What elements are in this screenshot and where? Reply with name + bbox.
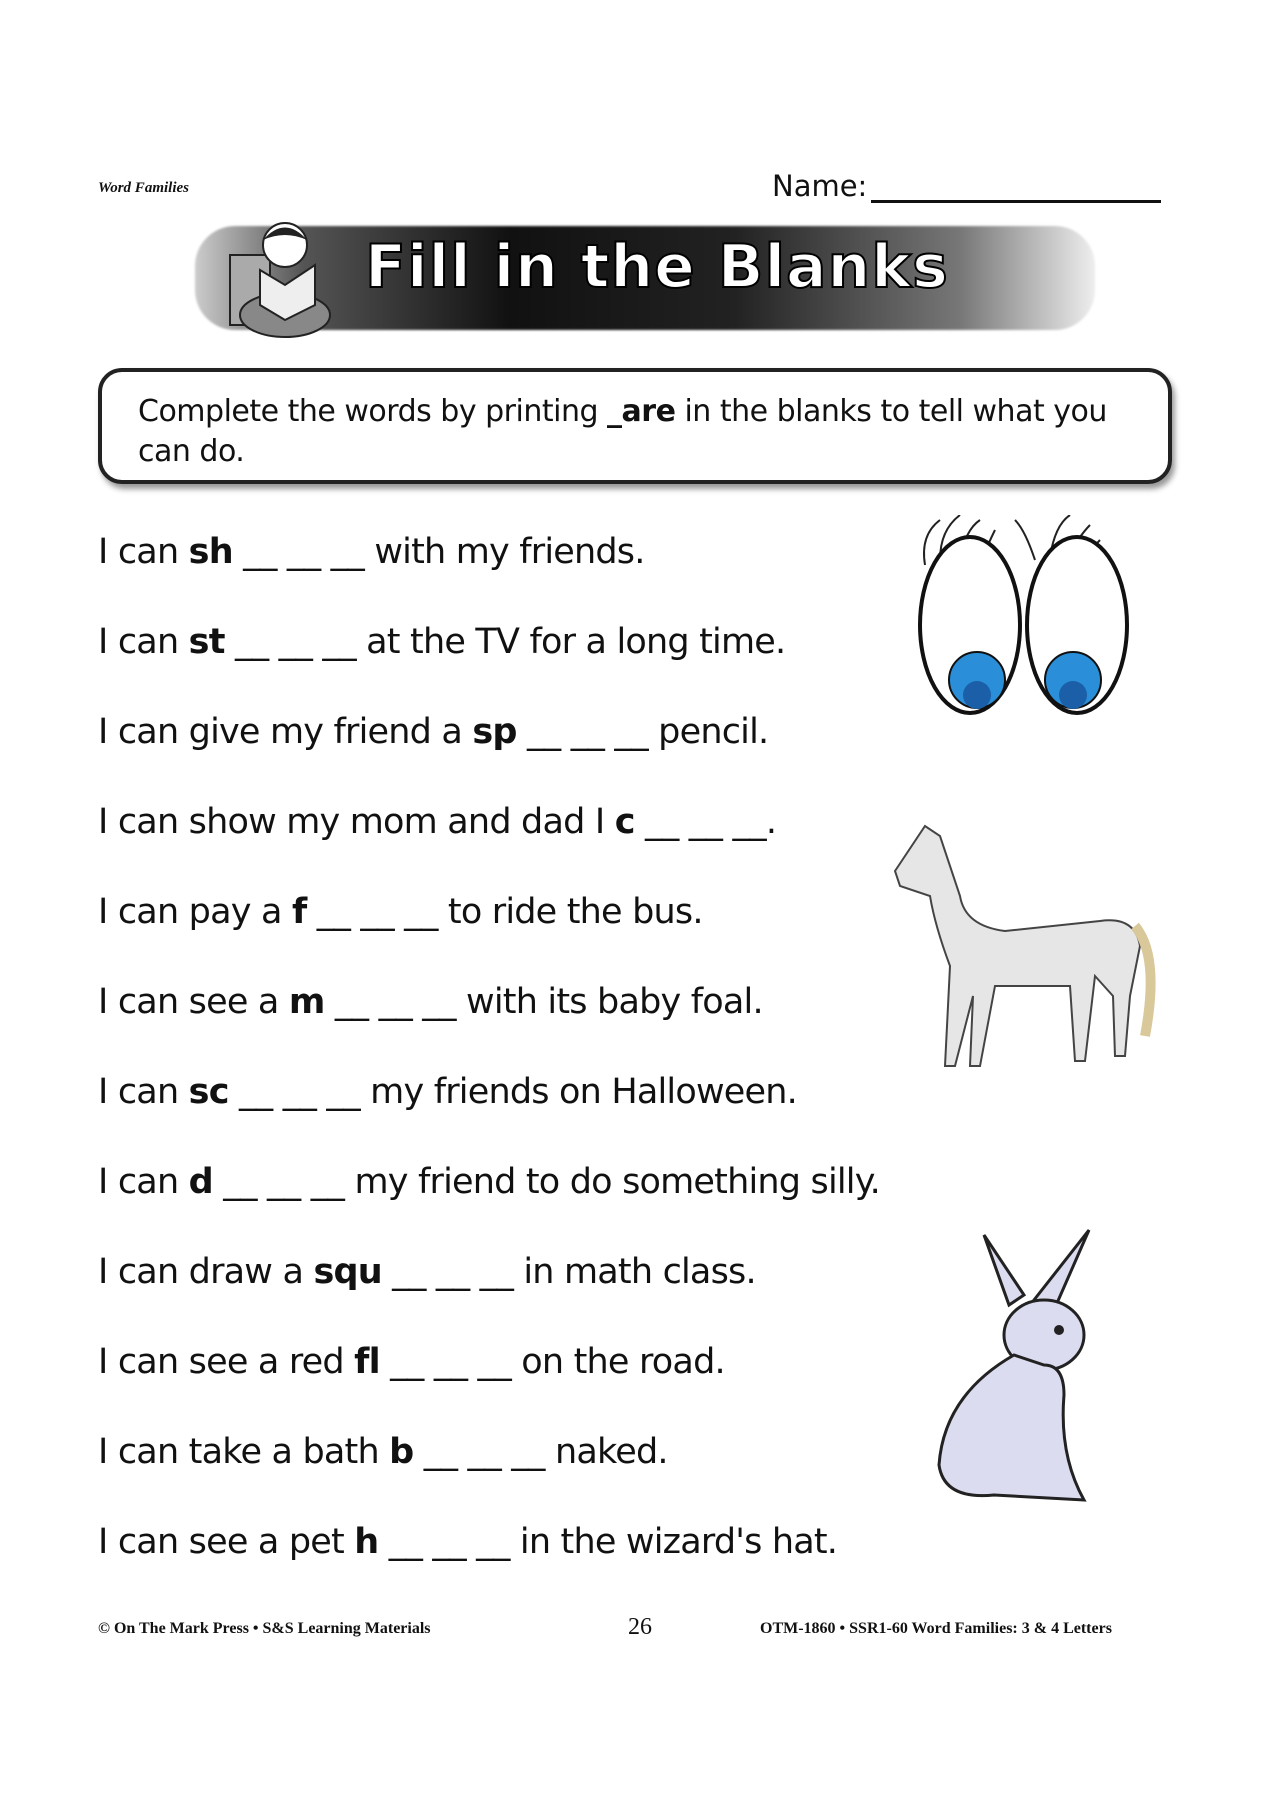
word-start: sp (472, 712, 517, 752)
blanks: __ __ __ (232, 532, 375, 572)
sentence-item (98, 622, 785, 662)
sentence-text: I can (98, 1162, 189, 1202)
footer-copyright: © On The Mark Press • S&S Learning Materials (98, 1620, 431, 1637)
sentence-item (98, 1072, 797, 1112)
eyes-image (905, 515, 1145, 725)
sentence-text: I can see a pet (98, 1522, 355, 1562)
blanks: __ __ __ (224, 622, 367, 662)
word-start: sh (188, 532, 233, 572)
sentence-text: I can show my mom and dad I (98, 802, 615, 842)
name-line (871, 168, 1161, 203)
word-start: h (354, 1522, 379, 1562)
word-start: b (389, 1432, 414, 1472)
series-label: Word Families (98, 180, 189, 196)
rabbit-image (914, 1225, 1129, 1510)
word-start: st (188, 622, 225, 662)
sentence-end: with its baby foal. (466, 982, 763, 1022)
page-number: 26 (628, 1614, 652, 1640)
sentence-end: with my friends. (374, 532, 645, 572)
sentence-end: . (765, 802, 777, 842)
instructions-pattern: _are (607, 394, 676, 429)
sentence-end: my friend to do something silly. (354, 1162, 880, 1202)
sentence-item (98, 982, 763, 1022)
sentence-end: my friends on Halloween. (370, 1072, 797, 1112)
blanks: __ __ __ (379, 1342, 522, 1382)
sentence-text: I can pay a (98, 892, 292, 932)
blanks: __ __ __ (306, 892, 448, 932)
sentence-text: I can (98, 1072, 189, 1112)
sentence-text: I can (98, 622, 189, 662)
instructions-text: Complete the words by printing (138, 394, 608, 429)
sentence-end: naked. (554, 1432, 668, 1472)
word-start: fl (354, 1342, 380, 1382)
sentence-item (98, 1522, 837, 1562)
name-field (772, 168, 1161, 203)
word-start: c (614, 802, 635, 842)
sentence-text: I can see a (98, 982, 289, 1022)
sentence-item (98, 1342, 725, 1382)
word-start: m (288, 982, 325, 1022)
sentence-item (98, 1162, 880, 1202)
sentence-item (98, 1432, 668, 1472)
sentence-item (98, 532, 645, 572)
sentence-end: to ride the bus. (447, 892, 703, 932)
sentence-text: I can draw a (98, 1252, 314, 1292)
word-start: d (188, 1162, 213, 1202)
blanks: __ __ __ (634, 802, 766, 842)
sentence-end: pencil. (658, 712, 769, 752)
instructions-box (98, 368, 1172, 484)
sentence-text: I can (98, 532, 189, 572)
blanks: __ __ __ (381, 1252, 524, 1292)
blanks: __ __ __ (324, 982, 467, 1022)
blanks: __ __ __ (228, 1072, 371, 1112)
sentence-text: I can take a bath (98, 1432, 390, 1472)
sentence-end: on the road. (521, 1342, 725, 1382)
sentence-end: at the TV for a long time. (366, 622, 786, 662)
horse-image (885, 816, 1165, 1081)
sentence-item (98, 802, 776, 842)
sentence-end: in math class. (523, 1252, 756, 1292)
word-start: sc (188, 1072, 229, 1112)
name-label: Name: (772, 169, 868, 203)
sentence-item (98, 712, 768, 752)
blanks: __ __ __ (378, 1522, 520, 1562)
sentence-end: in the wizard's hat. (519, 1522, 838, 1562)
instructions-text-end: in the blanks to tell what you can do. (138, 394, 1107, 469)
blanks: __ __ __ (212, 1162, 355, 1202)
sentence-text: I can give my friend a (98, 712, 473, 752)
word-start: f (291, 892, 307, 932)
blanks: __ __ __ (413, 1432, 555, 1472)
sentence-item (98, 1252, 756, 1292)
footer-product: OTM-1860 • SSR1-60 Word Families: 3 & 4 Letters (760, 1620, 1112, 1637)
sentence-text: I can see a red (98, 1342, 355, 1382)
sentence-item (98, 892, 703, 932)
blanks: __ __ __ (516, 712, 659, 752)
girl-reading-icon (225, 215, 345, 340)
word-start: squ (313, 1252, 382, 1292)
page-title: Fill in the Blanks (365, 232, 949, 302)
